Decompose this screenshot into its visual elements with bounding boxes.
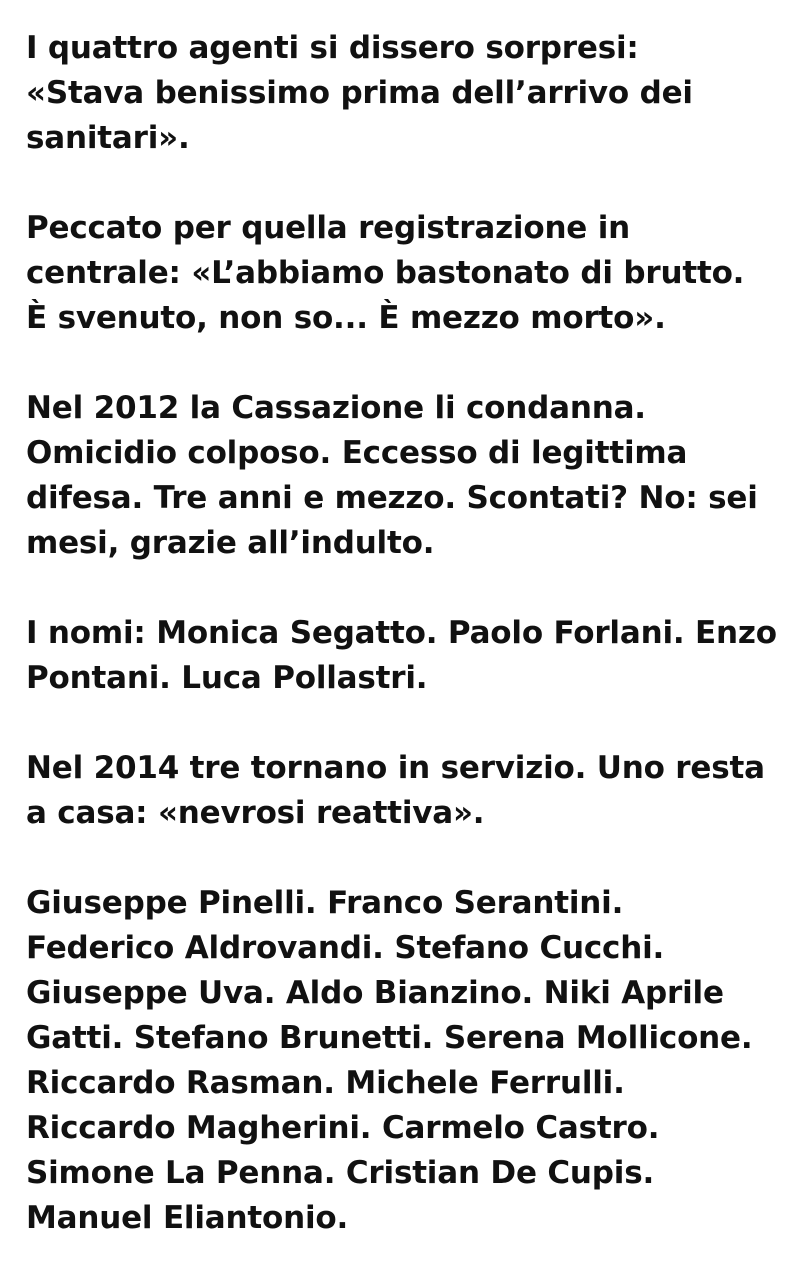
text-line: I nomi: Monica Segatto. Paolo Forlani. Enzo — [26, 615, 777, 651]
text-line: Nel 2012 la Cassazione li condanna. — [26, 390, 646, 426]
text-line: sanitari». — [26, 120, 190, 156]
text-line: centrale: «L’abbiamo bastonato di brutto. — [26, 255, 745, 291]
text-line: a casa: «nevrosi reattiva». — [26, 795, 485, 831]
text-line: Riccardo Rasman. Michele Ferrulli. — [26, 1065, 625, 1101]
text-line: Giuseppe Pinelli. Franco Serantini. — [26, 885, 624, 921]
paragraph-2 — [26, 206, 786, 341]
paragraph-3 — [26, 386, 786, 566]
text-line: difesa. Tre anni e mezzo. Scontati? No: sei — [26, 480, 758, 516]
text-line: «Stava benissimo prima dell’arrivo dei — [26, 75, 693, 111]
text-line: mesi, grazie all’indulto. — [26, 525, 435, 561]
text-line: Omicidio colposo. Eccesso di legittima — [26, 435, 688, 471]
text-line: Gatti. Stefano Brunetti. Serena Mollicone. — [26, 1020, 753, 1056]
text-line: Manuel Eliantonio. — [26, 1200, 349, 1236]
note-body — [26, 26, 786, 1286]
text-line: Nel 2014 tre tornano in servizio. Uno resta — [26, 750, 765, 786]
text-line: I quattro agenti si dissero sorpresi: — [26, 30, 639, 66]
text-line: È svenuto, non so... È mezzo morto». — [26, 300, 666, 336]
paragraph-4 — [26, 611, 786, 701]
paragraph-5 — [26, 746, 786, 836]
text-line: Simone La Penna. Cristian De Cupis. — [26, 1155, 655, 1191]
paragraph-6 — [26, 881, 786, 1241]
text-line: Federico Aldrovandi. Stefano Cucchi. — [26, 930, 665, 966]
text-line: Peccato per quella registrazione in — [26, 210, 631, 246]
text-line: Giuseppe Uva. Aldo Bianzino. Niki Aprile — [26, 975, 724, 1011]
text-line: Riccardo Magherini. Carmelo Castro. — [26, 1110, 660, 1146]
paragraph-1 — [26, 26, 786, 161]
text-line: Pontani. Luca Pollastri. — [26, 660, 428, 696]
